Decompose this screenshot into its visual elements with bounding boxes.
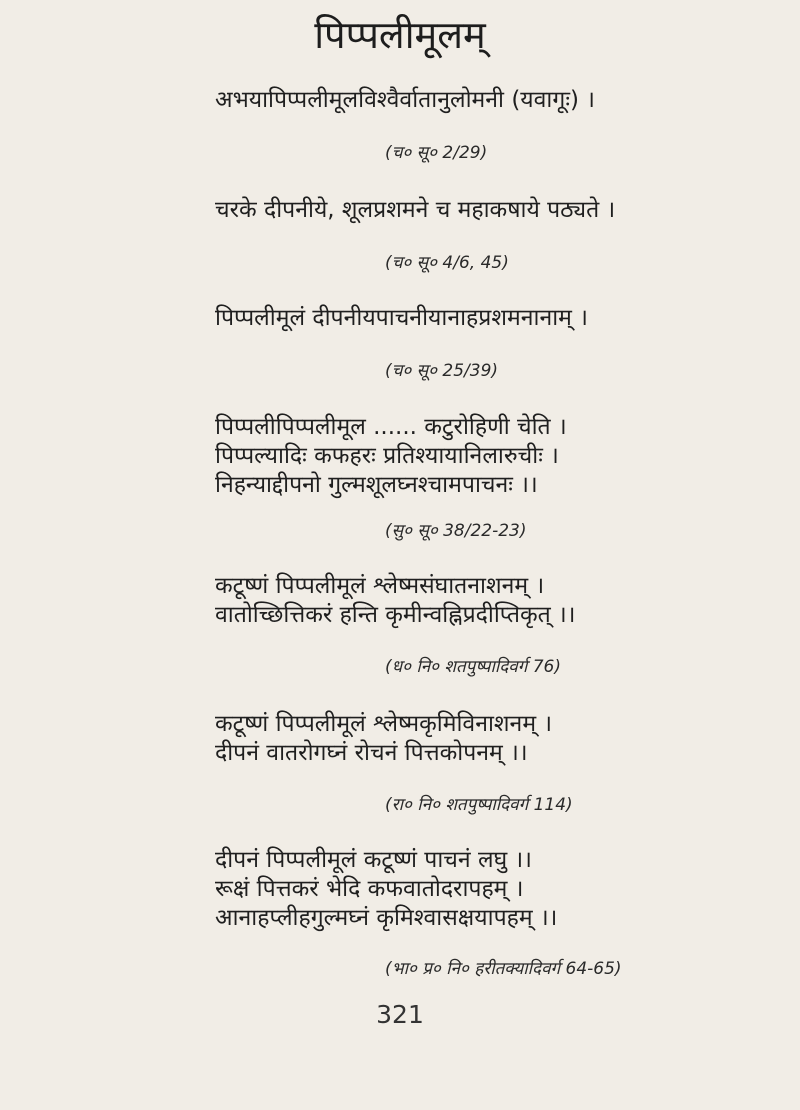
citation: (च० सू० 2/29)	[385, 143, 488, 163]
verse-line: चरके दीपनीये, शूलप्रशमने च महाकषाये पठ्यते ।	[215, 197, 616, 223]
verse-line: अभयापिप्पलीमूलविश्वैर्वातानुलोमनी (यवागूः) ।	[215, 87, 595, 113]
verse-line: आनाहप्लीहगुल्मघ्नं कृमिश्वासक्षयापहम् ।।	[215, 905, 558, 931]
citation: (ध० नि० शतपुष्पादिवर्ग 76)	[385, 657, 561, 677]
page-title: पिप्पलीमूलम्	[314, 13, 486, 57]
verse-line: पिप्पलीपिप्पलीमूल ...... कटुरोहिणी चेति ।	[215, 414, 567, 440]
verse-line: वातोच्छित्तिकरं हन्ति कृमीन्वह्निप्रदीप्तिकृत् ।।	[215, 602, 576, 628]
verse-line: पिप्पलीमूलं दीपनीयपाचनीयानाहप्रशमनानाम् ।	[215, 305, 588, 331]
verse-line: पिप्पल्यादिः कफहरः प्रतिश्यायानिलारुचीः ।	[215, 443, 559, 469]
citation: (च० सू० 25/39)	[385, 361, 499, 381]
verse-line: दीपनं वातरोगघ्नं रोचनं पित्तकोपनम् ।।	[215, 740, 528, 766]
verse-line: निहन्याद्दीपनो गुल्मशूलघ्नश्चामपाचनः ।।	[215, 472, 538, 498]
verse-line: रूक्षं पित्तकरं भेदि कफवातोदरापहम् ।	[215, 876, 524, 902]
citation: (भा० प्र० नि० हरीतक्यादिवर्ग 64-65)	[385, 959, 622, 979]
verse-line: कटूष्णं पिप्पलीमूलं श्लेष्मकृमिविनाशनम् ।	[215, 711, 553, 737]
citation: (च० सू० 4/6, 45)	[385, 253, 509, 273]
verse-line: कटूष्णं पिप्पलीमूलं श्लेष्मसंघातनाशनम् ।	[215, 573, 545, 599]
citation: (सु० सू० 38/22-23)	[385, 521, 527, 541]
citation: (रा० नि० शतपुष्पादिवर्ग 114)	[385, 795, 573, 815]
verse-line: दीपनं पिप्पलीमूलं कटूष्णं पाचनं लघु ।।	[215, 847, 532, 873]
page-number: 321	[376, 1000, 424, 1029]
